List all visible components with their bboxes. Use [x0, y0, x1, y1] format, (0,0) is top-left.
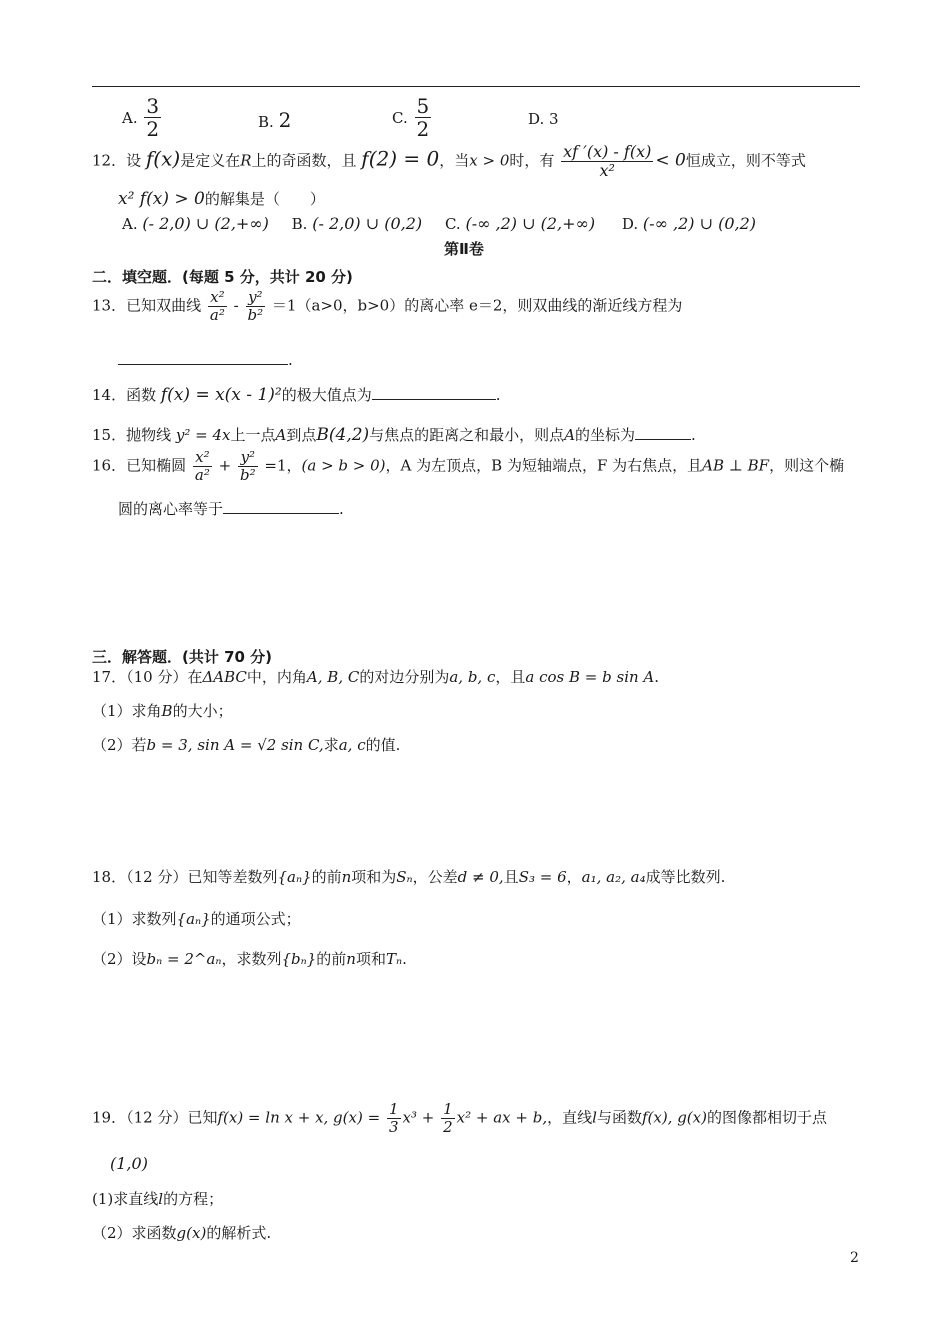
frac-den: a² [194, 465, 210, 484]
math: f(x) = x(x - 1)² [160, 385, 282, 405]
text: (1)求直线 [92, 1190, 159, 1208]
fraction [415, 96, 432, 140]
question-16-line2 [118, 498, 344, 519]
text: . [691, 426, 696, 444]
frac-den: 2 [416, 117, 430, 141]
text: 的解集是（ ） [204, 190, 325, 208]
text: 17．（10 分）在 [92, 668, 203, 686]
math: B(4,2) [316, 425, 370, 445]
option-a [122, 215, 269, 233]
text: . [654, 668, 660, 686]
math: f(x), g(x) [641, 1108, 707, 1127]
option-value: (-∞ ,2) ∪ (0,2) [642, 214, 756, 233]
math: A, B, C [306, 668, 360, 686]
text: 求 [323, 736, 339, 754]
option-label: C. [444, 215, 461, 233]
text: 中，内角 [246, 668, 307, 686]
fraction [387, 1102, 401, 1135]
option-label: B. [291, 215, 308, 233]
frac-den: b² [240, 465, 256, 484]
text: . [288, 351, 293, 369]
math: S₃ = 6 [518, 868, 567, 886]
math: (a > b > 0) [301, 456, 386, 475]
math: l [592, 1108, 597, 1127]
math: f(2) = 0 [361, 146, 440, 171]
frac-den: 2 [443, 1117, 453, 1136]
math: A [564, 426, 576, 444]
math: a₁, a₂, a₄ [581, 868, 646, 886]
text: 上的奇函数，且 [251, 151, 357, 170]
question-17 [92, 666, 659, 687]
math: AB ⊥ BF [702, 456, 770, 475]
math: l [158, 1190, 164, 1208]
text: ＝1（a>0，b>0）的离心率 e＝2，则双曲线的渐近线方程为 [271, 296, 683, 315]
math: ΔABC [202, 668, 247, 686]
option-b [292, 215, 423, 233]
fraction [238, 450, 258, 483]
part-2-title: 第Ⅱ卷 [444, 240, 484, 258]
frac-num: 5 [416, 94, 430, 118]
question-17-part-1 [92, 700, 233, 721]
option-value: (- 2,0) ∪ (2,+∞) [142, 214, 269, 233]
text: 已知椭圆 [126, 456, 187, 475]
fraction [441, 1102, 455, 1135]
math: (1,0) [110, 1154, 148, 1173]
fraction [208, 290, 227, 323]
math: Tₙ [385, 950, 403, 968]
text: ，且 [495, 668, 526, 686]
math: n [341, 868, 352, 886]
option-value: (-∞ ,2) ∪ (2,+∞) [465, 214, 596, 233]
question-19-part-2 [92, 1222, 271, 1243]
text: 抛物线 [126, 426, 172, 444]
option-c [445, 215, 595, 233]
q11-option-a [122, 96, 163, 140]
math: R [240, 151, 252, 170]
question-15 [92, 424, 696, 445]
question-12 [92, 144, 806, 179]
math: f(x) [145, 146, 181, 171]
question-number: 16． [92, 456, 127, 475]
answer-blank [372, 385, 496, 400]
math: b = 3, sin A = √2 sin C, [146, 736, 324, 754]
text: 的解析式. [206, 1224, 272, 1242]
frac-den: 2 [146, 117, 160, 141]
math: + [218, 456, 232, 475]
text: . [495, 386, 501, 404]
section-3-heading: 三．解答题．(共计 70 分) [92, 648, 273, 666]
q11-option-d [528, 110, 559, 128]
math: Sₙ [396, 868, 413, 886]
math: B [161, 702, 173, 720]
fraction [193, 450, 212, 483]
text: 恒成立，则不等式 [685, 151, 806, 170]
question-19-line2 [110, 1154, 148, 1173]
math: a cos B = b sin A [525, 668, 655, 686]
option-label: B. [258, 113, 274, 131]
frac-den: a² [209, 305, 225, 324]
text: 函数 [126, 386, 157, 404]
text: ，则这个椭 [769, 456, 845, 475]
text: . [339, 500, 344, 518]
text: （1）求数列 [92, 910, 177, 928]
text: =1， [264, 456, 302, 475]
question-13-answer-line [118, 350, 293, 369]
frac-num: y² [246, 290, 266, 307]
math: y² = 4x [175, 426, 231, 444]
question-13 [92, 290, 682, 323]
text: 是定义在 [180, 151, 241, 170]
question-18 [92, 866, 725, 887]
math: g(x) [176, 1224, 207, 1242]
fraction [246, 290, 266, 323]
math: {aₙ} [277, 868, 312, 886]
option-value: 3 [549, 110, 559, 128]
question-18-part-2 [92, 948, 407, 969]
frac-den: b² [247, 305, 264, 324]
option-label: A. [122, 109, 138, 127]
question-number: 14． [92, 386, 127, 404]
text: 的方程； [163, 1190, 224, 1208]
text: ，求数列 [221, 950, 282, 968]
page-number: 2 [850, 1250, 859, 1266]
text: 到点 [286, 426, 317, 444]
answer-blank [118, 350, 288, 365]
answer-blank [635, 425, 691, 440]
frac-num: 1 [388, 1100, 399, 1118]
math: d ≠ 0, [457, 868, 504, 886]
math: n [346, 950, 356, 968]
math: a, b, c [449, 668, 496, 686]
math: {bₙ} [281, 950, 317, 968]
text: 与焦点的距离之和最小，则点 [369, 426, 565, 444]
text: 的对边分别为 [359, 668, 450, 686]
text: 的极大值点为 [281, 386, 372, 404]
frac-num: 3 [146, 94, 160, 118]
option-value: (- 2,0) ∪ (0,2) [312, 214, 423, 233]
text: 上一点 [230, 426, 276, 444]
option-label: A. [122, 215, 138, 233]
option-label: C. [392, 109, 408, 127]
text: 的坐标为 [575, 426, 636, 444]
question-number: 12． [92, 151, 127, 170]
text: （1）求角 [92, 702, 162, 720]
q11-option-b [258, 108, 291, 132]
frac-num: x² [208, 290, 227, 307]
frac-num: xf ′(x) - f(x) [563, 142, 652, 161]
math: a, c [338, 736, 366, 754]
text: 成等比数列. [645, 868, 726, 886]
text: 18．（12 分）已知等差数列 [92, 868, 278, 886]
frac-den: 3 [388, 1117, 399, 1136]
text: 已知双曲线 [126, 296, 202, 315]
text: 设 [126, 151, 142, 170]
frac-den: x² [599, 160, 615, 180]
text: ，公差 [412, 868, 458, 886]
answer-blank [223, 499, 339, 514]
math: x² + ax + b, [456, 1108, 548, 1127]
text: 的图像都相切于点 [706, 1108, 827, 1127]
text: 项和为 [351, 868, 397, 886]
text: ，直线 [547, 1108, 593, 1127]
section-2-heading: 二．填空题．(每题 5 分，共计 20 分) [92, 268, 353, 286]
header-rule [92, 86, 860, 87]
math: x > 0 [469, 151, 510, 170]
text: 圆的离心率等于 [118, 500, 224, 518]
option-label: D. [528, 110, 545, 128]
question-19 [92, 1102, 827, 1135]
text: 的大小； [172, 702, 233, 720]
question-18-part-1 [92, 908, 301, 929]
option-d [622, 215, 756, 233]
frac-num: y² [238, 450, 258, 467]
text: （2）求函数 [92, 1224, 177, 1242]
text: ，当 [439, 151, 470, 170]
text: 19．（12 分）已知 [92, 1108, 218, 1127]
text: 的前 [316, 950, 347, 968]
fraction [144, 96, 161, 140]
text: 且 [503, 868, 519, 886]
fraction [561, 144, 653, 179]
text: 的通项公式； [210, 910, 301, 928]
q11-option-c [392, 96, 433, 140]
text: ， [566, 868, 582, 886]
frac-num: x² [193, 450, 212, 467]
question-12-options [122, 214, 756, 233]
question-14 [92, 384, 501, 405]
frac-num: 1 [443, 1100, 453, 1118]
math: - [233, 296, 239, 315]
question-12-line2 [118, 188, 325, 209]
option-value: 2 [278, 108, 292, 132]
question-19-part-1 [92, 1188, 223, 1209]
math: x³ + [402, 1108, 435, 1127]
math: A [275, 426, 287, 444]
math: bₙ = 2^aₙ [146, 950, 222, 968]
text: . [402, 950, 407, 968]
text: 的值. [365, 736, 401, 754]
text: （2）若 [92, 736, 147, 754]
question-17-part-2 [92, 734, 400, 755]
math: x² f(x) > 0 [118, 189, 205, 209]
text: 时，有 [509, 151, 555, 170]
text: 项和 [355, 950, 386, 968]
text: 的前 [311, 868, 342, 886]
question-number: 15． [92, 426, 127, 444]
question-16 [92, 450, 844, 483]
math: f(x) = ln x + x, g(x) = [217, 1108, 381, 1127]
text: 与函数 [596, 1108, 642, 1127]
math: < 0 [655, 150, 686, 171]
text: （2）设 [92, 950, 147, 968]
text: ，A 为左顶点，B 为短轴端点，F 为右焦点，且 [385, 456, 703, 475]
option-label: D. [621, 215, 639, 233]
question-number: 13． [92, 296, 127, 315]
math: {aₙ} [176, 910, 211, 928]
